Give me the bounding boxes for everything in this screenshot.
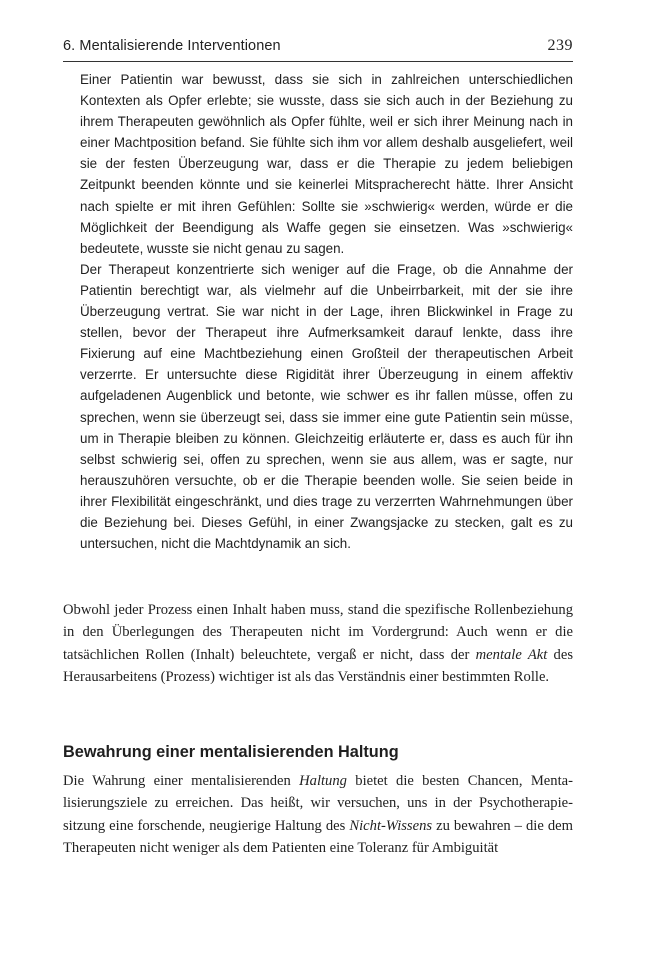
text-run: bietet die besten Chancen, Mentalisierungsziele zu erreichen. Das heißt, wir versuchen, uns in der Psychotherapiesitzung eine forschende, neugierige Haltung des: [63, 773, 573, 834]
case-example: [80, 69, 573, 554]
chapter-title: 6. Mentalisierende Interventionen: [63, 38, 281, 54]
section-paragraph: [63, 770, 573, 860]
text-run: Die Wahrung einer mentalisierenden: [63, 773, 300, 789]
body-paragraph-text: [63, 599, 573, 689]
body-paragraph: [63, 599, 573, 689]
case-paragraph-1: Einer Patientin war bewusst, dass sie sich in zahlreichen unterschiedlichen Kontexten als Opfer erlebte; sie wusste, dass sie sich auch in der Beziehung zu ihrem Therapeuten gewöhnlich als Opfer fühlte, weil er sich ihrer Meinung nach in einer Machtposition befand. Sie fühlte sich ihm vor allem deshalb ausgeliefert, weil sie der festen Überzeugung war, dass er die Therapie zu jedem beliebigen Zeitpunkt beenden könnte und sie keinerlei Mitspracherecht hätte. Ihrer Ansicht nach spielte er mit ihren Gefühlen: Sollte sie »schwierig« werden, würde er die Möglichkeit der Beendigung als Waffe gegen sie einsetzen. Was »schwierig« bedeutete, wusste sie nicht genau zu sagen.: [80, 72, 573, 256]
section-heading: Bewahrung einer mentalisierenden Haltung: [63, 743, 399, 761]
running-header: [63, 38, 573, 60]
page-number: 239: [547, 37, 573, 54]
section-paragraph-text: [63, 770, 573, 860]
header-rule: [63, 61, 573, 62]
emphasis-text: mentale Akt: [475, 646, 548, 663]
text-run: des Herausarbeitens (Prozess) wichtiger ist als das Verständnis einer bestimmten Rolle.: [63, 646, 573, 686]
text-run: Obwohl jeder Prozess einen Inhalt haben muss, stand die spezifische Rollenbeziehung in den Überlegungen des Therapeuten nicht im Vordergrund: Auch wenn er die tatsächlichen Rollen (Inhalt) beleuchtete, vergaß er nicht, dass der: [63, 602, 573, 663]
case-paragraph-2: Der Therapeut konzentrierte sich weniger auf die Frage, ob die Annahme der Patientin berechtigt war, als vielmehr auf die Unbeirrbarkeit, mit der sie ihre Überzeugung vertrat. Sie war nicht in der Lage, ihren Blickwinkel in Frage zu stellen, bevor der Therapeut ihre Aufmerksamkeit darauf lenkte, dass ihre Fixierung auf eine Machtbeziehung einen Großteil der therapeutischen Arbeit verzerrte. Er untersuchte diese Rigidität ihrer Überzeugung in einem affektiv aufgeladenen Augenblick und betonte, wie schwer es ihr fallen müsse, offen zu sprechen, wenn sie überzeugt sei, dass sie immer eine gute Patientin sein müsse, um in Therapie bleiben zu können. Gleichzeitig erläuterte er, dass es auch für ihn selbst schwierig sei, offen zu sprechen, wenn sie aus allem, was er sagte, nur herauszuhören versuchte, ob er die Therapie beenden wolle. Sie seien beide in ihrer Flexibilität eingeschränkt, und dies trage zu verzerrten Wahrnehmungen über die Beziehung bei. Dieses Gefühl, in einer Zwangsjacke zu stecken, galt es zu untersuchen, nicht die Machtdynamik an sich.: [80, 261, 573, 552]
emphasis-text: Nicht-Wissens: [349, 817, 433, 834]
emphasis-text: Haltung: [299, 773, 347, 789]
text-run: zu bewahren – die dem Therapeuten nicht weniger als dem Patienten eine Toleranz für Ambiguität: [63, 817, 573, 857]
